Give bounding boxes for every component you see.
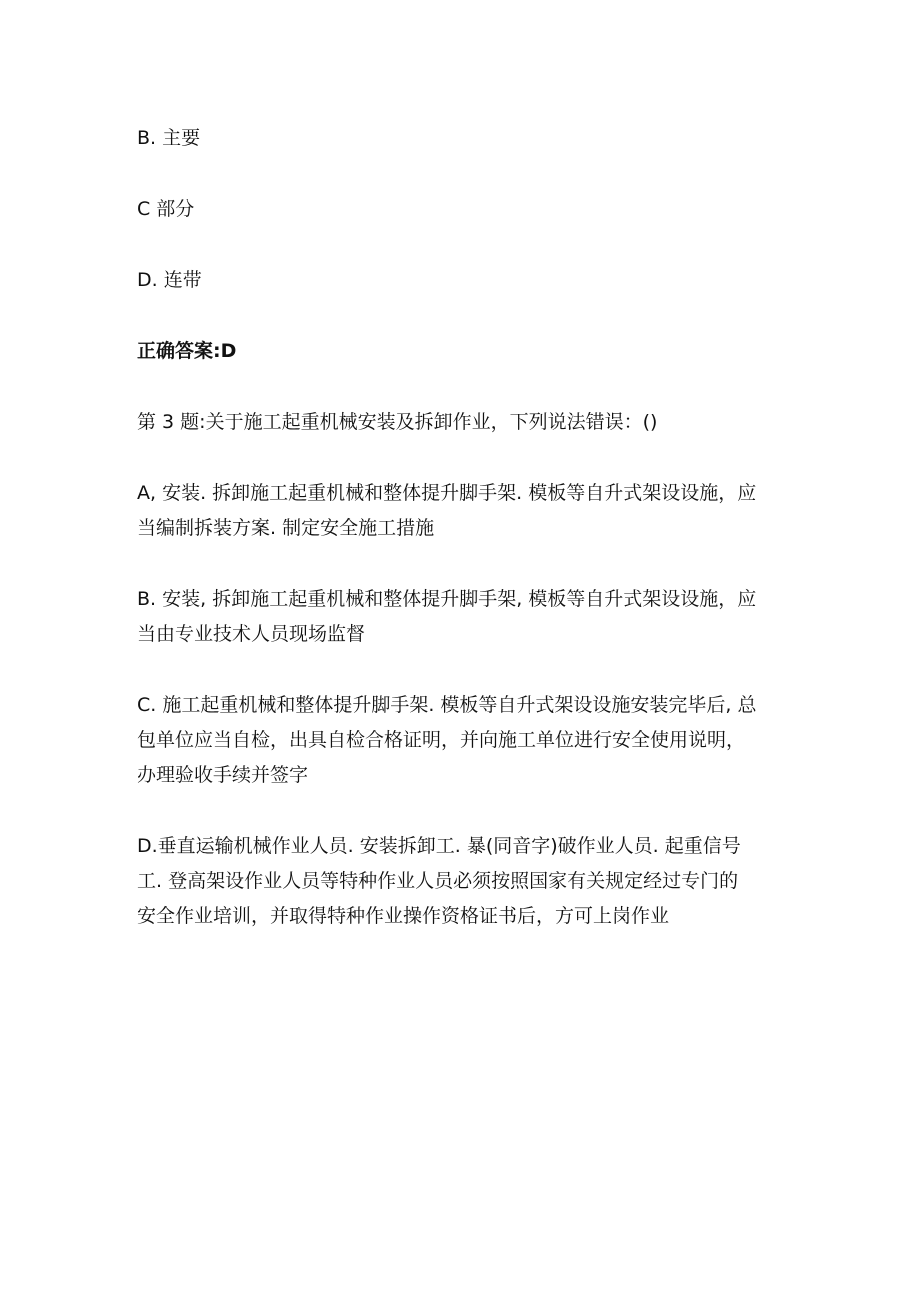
q3-option-a	[137, 476, 787, 546]
q3-option-b	[137, 582, 787, 652]
q3-option-a-line-2: 当编制拆装方案. 制定安全施工措施	[137, 517, 435, 539]
q3-option-c-line-1: C. 施工起重机械和整体提升脚手架. 模板等自升式架设设施安装完毕后, 总	[137, 694, 757, 716]
q3-option-a-line-1: A, 安装. 拆卸施工起重机械和整体提升脚手架. 模板等自升式架设设施，应	[137, 482, 757, 504]
q3-option-c-line-3: 办理验收手续并签字	[137, 764, 309, 786]
q3-option-d-line-2: 工. 登高架设作业人员等特种作业人员必须按照国家有关规定经过专门的	[137, 870, 739, 892]
q2-option-d: D. 连带	[137, 269, 202, 291]
q3-option-d-line-1: D.垂直运输机械作业人员. 安装拆卸工. 暴(同音字)破作业人员. 起重信号	[137, 835, 741, 857]
q3-question: 第 3 题:关于施工起重机械安装及拆卸作业，下列说法错误：()	[137, 411, 658, 433]
q3-option-b-line-1: B. 安装, 拆卸施工起重机械和整体提升脚手架, 模板等自升式架设设施，应	[137, 588, 757, 610]
q2-option-c: C 部分	[137, 198, 195, 220]
q3-option-c-line-2: 包单位应当自检，出具自检合格证明，并向施工单位进行安全使用说明，	[137, 729, 746, 751]
q2-correct-answer: 正确答案:D	[137, 340, 237, 362]
q3-option-d	[137, 829, 787, 934]
document-content	[137, 121, 787, 934]
q3-option-c	[137, 688, 787, 793]
q3-option-b-line-2: 当由专业技术人员现场监督	[137, 623, 366, 645]
q3-option-d-line-3: 安全作业培训，并取得特种作业操作资格证书后，方可上岗作业	[137, 905, 670, 927]
q2-option-b: B. 主要	[137, 127, 201, 149]
